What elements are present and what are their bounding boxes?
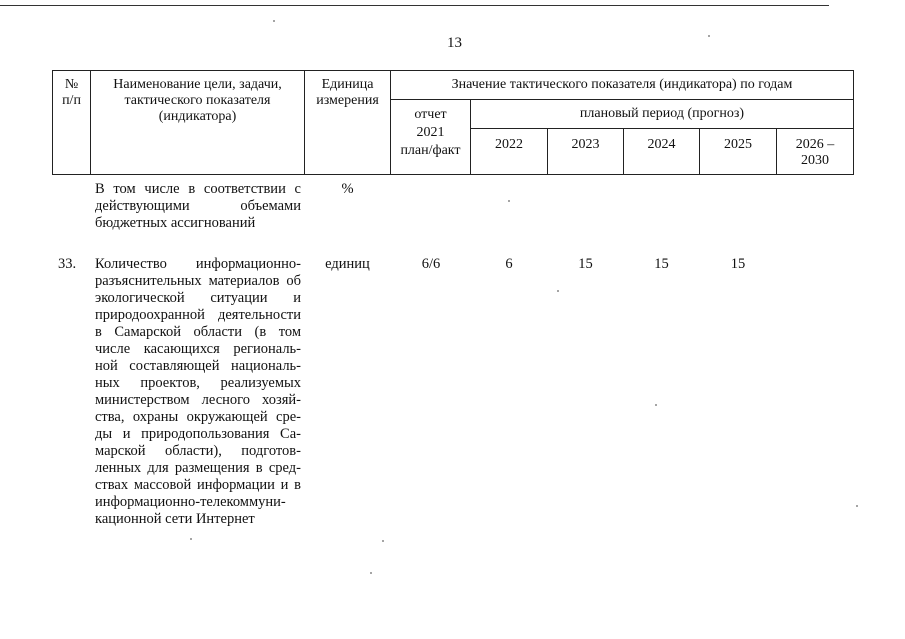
header-plan-group: плановый период (прогноз) bbox=[470, 99, 854, 129]
scan-speck bbox=[655, 404, 657, 406]
header-year-2025: 2025 bbox=[699, 128, 777, 175]
row-value-2024: 15 bbox=[654, 256, 669, 272]
header-year-2026-2030: 2026 – 2030 bbox=[776, 128, 854, 175]
row-indicator-name: Количество информационно-разъяснительных материалов об экологической ситуации и природоохранной деятельности в Самарской области (в том числе касающихся региональ-ной составляющей националь-ных проектов, реализуемых министерством лесного хозяй-ства, охраны окружающей сре-ды и природопользования Са-марской области), подготов-ленных для размещения в сред-ствах массовой информации и в информационно-телекоммуни-кационной сети Интернет bbox=[95, 256, 301, 527]
scan-speck bbox=[508, 200, 510, 202]
scan-speck bbox=[370, 572, 372, 574]
scan-speck bbox=[856, 505, 858, 507]
row-report-value: 6/6 bbox=[421, 256, 441, 272]
header-year-2022: 2022 bbox=[470, 128, 548, 175]
scan-speck bbox=[557, 290, 559, 292]
header-col-unit: Единица измерения bbox=[304, 70, 391, 175]
header-year-2024: 2024 bbox=[623, 128, 700, 175]
row-value-2022: 6 bbox=[505, 256, 513, 272]
row-value-2023: 15 bbox=[578, 256, 593, 272]
header-year-2023: 2023 bbox=[547, 128, 624, 175]
scan-speck bbox=[382, 540, 384, 542]
scan-speck bbox=[273, 20, 275, 22]
page-number: 13 bbox=[447, 35, 462, 51]
top-rule bbox=[0, 5, 829, 6]
header-col-num: № п/п bbox=[52, 70, 91, 175]
scan-speck bbox=[190, 538, 192, 540]
header-col-report: отчет 2021 план/факт bbox=[390, 99, 471, 175]
row-number: 33. bbox=[58, 256, 77, 272]
scan-speck bbox=[708, 35, 710, 37]
row-unit: единиц bbox=[325, 256, 370, 272]
header-values-group: Значение тактического показателя (индикатора) по годам bbox=[390, 70, 854, 100]
row-indicator-name: В том числе в соответствии с действующими объемами бюджетных ассигнований bbox=[95, 181, 301, 231]
row-unit: % bbox=[341, 181, 354, 197]
row-value-2025: 15 bbox=[730, 256, 746, 272]
header-col-name: Наименование цели, задачи, тактического показателя (индикатора) bbox=[90, 70, 305, 175]
